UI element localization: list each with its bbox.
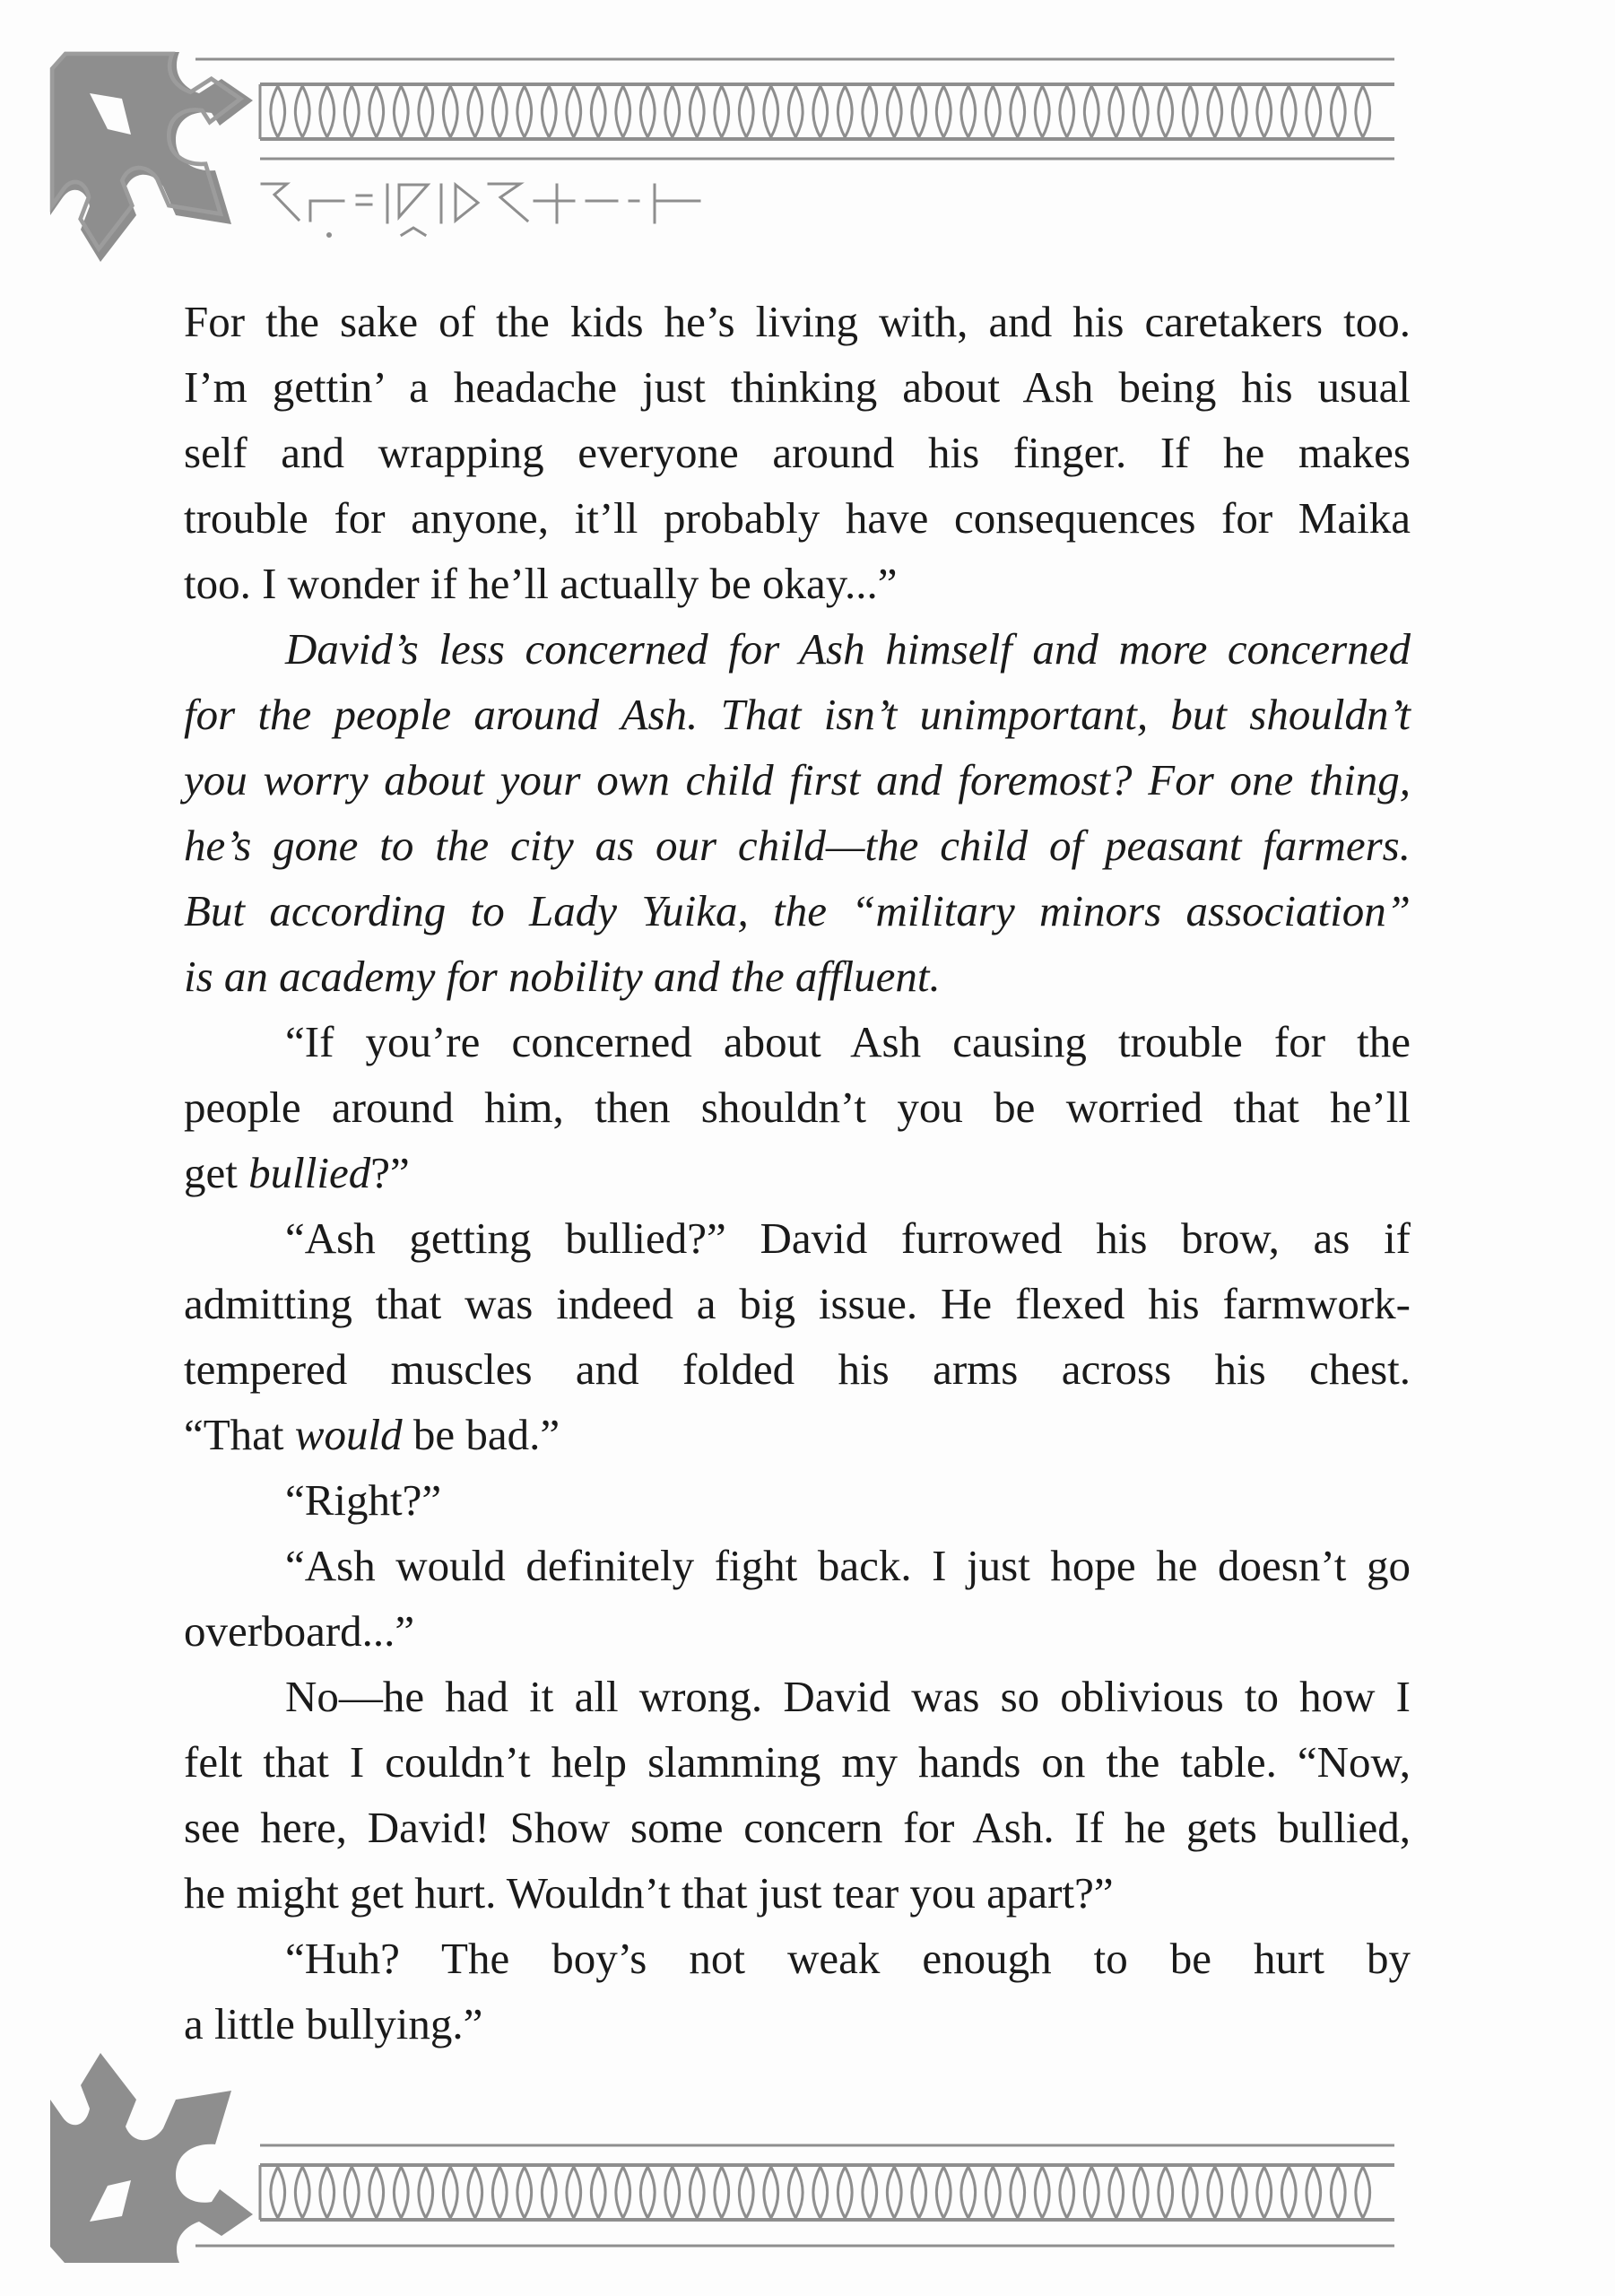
lattice-band <box>271 2167 1370 2218</box>
text-line: “If you’re concerned about Ash causing trouble for the <box>285 1017 1411 1066</box>
text-line: David’s less concerned for Ash himself and more concerned <box>285 624 1411 674</box>
corner-flourish-icon <box>0 0 1615 269</box>
text-line: felt that I couldn’t help slamming my hands on the table. “Now, <box>184 1737 1411 1787</box>
page-body <box>184 289 1411 2057</box>
text-line: people around him, then shouldn’t you be worried that he’ll <box>184 1083 1411 1132</box>
paragraph-inner-thought <box>184 616 1411 1009</box>
footer-ornament <box>0 2027 1615 2296</box>
text-line: self and wrapping everyone around his finger. If he makes <box>184 428 1411 477</box>
text-line: “Ash would definitely fight back. I just hope he doesn’t go <box>285 1541 1411 1590</box>
text-line: he might get hurt. Wouldn’t that just tear you apart?” <box>184 1868 1114 1918</box>
text-line: For the sake of the kids he’s living with, and his caretakers too. <box>184 297 1411 346</box>
text-line: “Ash getting bullied?” David furrowed his brow, as if <box>285 1213 1411 1263</box>
paragraph-narration <box>184 1664 1411 1926</box>
text-line: “Right?” <box>285 1475 442 1525</box>
emphasis-text: would <box>294 1410 403 1459</box>
corner-flourish-bottom <box>50 2053 253 2263</box>
text-line: you worry about your own child first and foremost? For one thing, <box>184 755 1411 804</box>
corner-flourish-icon <box>0 2027 1615 2296</box>
text-line: he’s gone to the city as our child—the child of peasant farmers. <box>184 821 1411 870</box>
text-line: admitting that was indeed a big issue. He flexed his farmwork- <box>184 1279 1411 1328</box>
text-line: is an academy for nobility and the affluent. <box>184 952 941 1001</box>
text-run: get <box>184 1148 249 1197</box>
corner-flourish-top <box>50 52 253 262</box>
paragraph-dialogue <box>184 1009 1411 1205</box>
text-line: No—he had it all wrong. David was so oblivious to how I <box>285 1672 1411 1721</box>
paragraph-continued <box>184 289 1411 616</box>
text-line: see here, David! Show some concern for Ash. If he gets bullied, <box>184 1803 1411 1852</box>
text-line: But according to Lady Yuika, the “military minors association” <box>184 886 1411 935</box>
text-line: overboard...” <box>184 1606 415 1656</box>
text-line <box>184 1402 1411 1467</box>
rune-glyphs-icon <box>262 184 699 237</box>
text-run: be bad.” <box>402 1410 560 1459</box>
text-run: ?” <box>370 1148 410 1197</box>
paragraph-dialogue <box>184 1205 1411 1467</box>
lattice-band <box>271 86 1370 137</box>
text-line: tempered muscles and folded his arms across his chest. <box>184 1344 1411 1394</box>
emphasis-text: bullied <box>248 1148 371 1197</box>
text-line: trouble for anyone, it’ll probably have consequences for Maika <box>184 493 1411 543</box>
text-line: too. I wonder if he’ll actually be okay...” <box>184 559 898 608</box>
text-line <box>184 1140 1411 1205</box>
text-line: a little bullying.” <box>184 1999 483 2048</box>
paragraph-dialogue <box>184 1533 1411 1664</box>
text-run: “That <box>184 1410 295 1459</box>
text-line: for the people around Ash. That isn’t unimportant, but shouldn’t <box>184 690 1411 739</box>
header-ornament <box>0 0 1615 269</box>
text-line: I’m gettin’ a headache just thinking about Ash being his usual <box>184 362 1411 412</box>
paragraph-dialogue <box>184 1467 1411 1533</box>
text-line: “Huh? The boy’s not weak enough to be hurt by <box>285 1934 1411 1983</box>
